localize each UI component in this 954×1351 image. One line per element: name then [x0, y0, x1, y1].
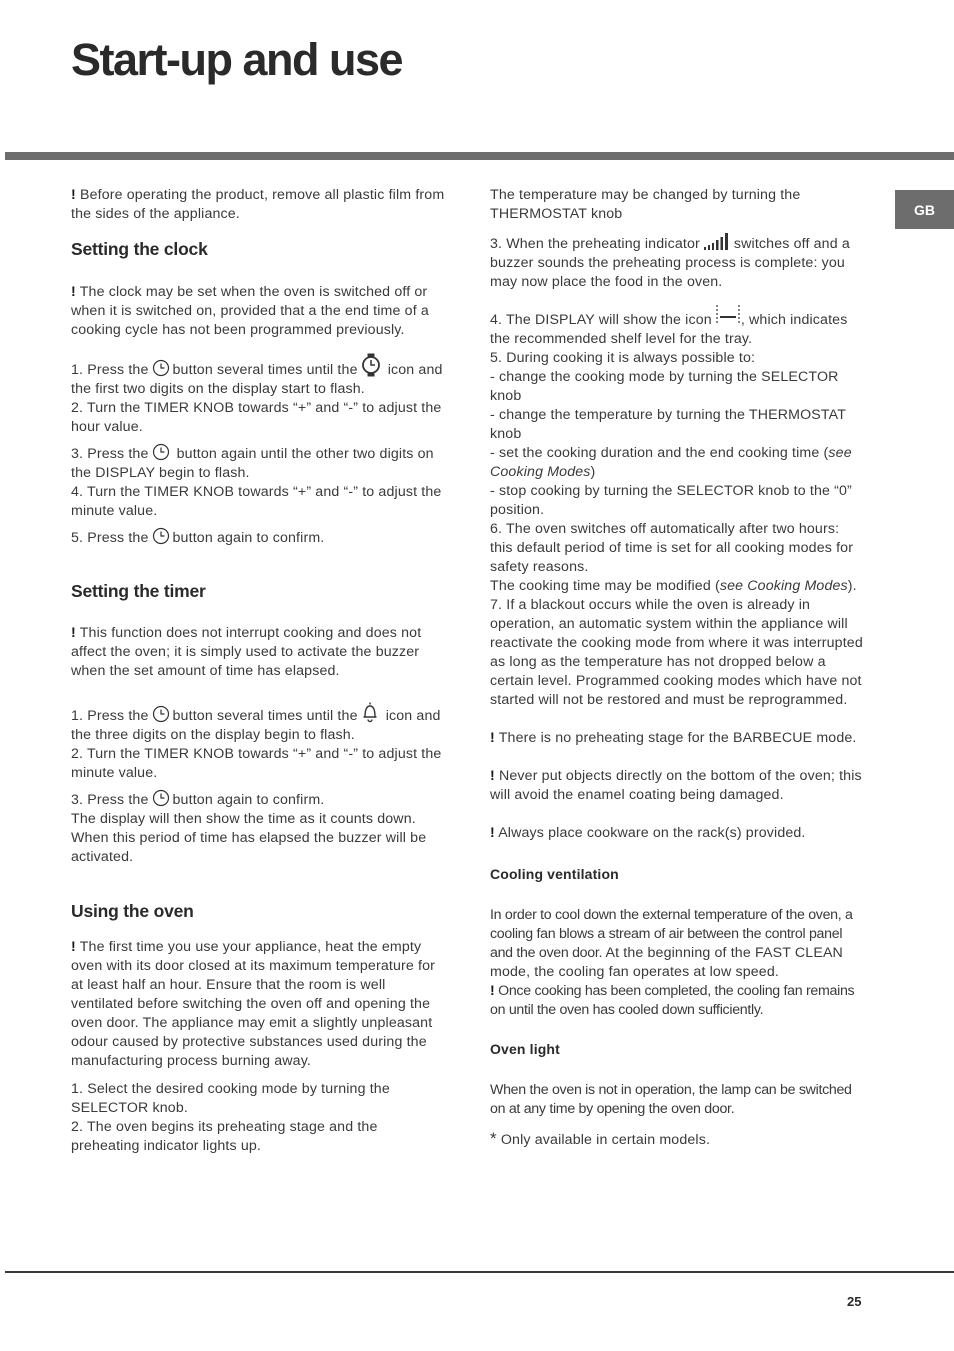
temperature-note: The temperature may be changed by turning the THERMOSTAT knob [490, 187, 801, 222]
clock-step-3: 3. Press the button again until the other two digits on the DISPLAY begin to flash. [71, 443, 447, 483]
clock-note: ! The clock may be set when the oven is switched off or when it is switched on, provided that a the end time of a cooking cycle has not been programmed previously. [71, 284, 429, 338]
clock-step-1: 1. Press the button several times until the icon and the first two digits on the display start to flash. [71, 353, 447, 399]
heading-cooling-ventilation: Cooling ventilation [490, 866, 619, 882]
cookware-note: ! Always place cookware on the rack(s) provided. [490, 825, 806, 841]
timer-button-icon [152, 443, 170, 461]
oven-note: ! The first time you use your appliance, heat the empty oven with its door closed at its maximum temperature for at least half an hour. Ensure that the room is well ventilated before switching the oven off and opening the oven door. The appliance may emit a slightly unpleasant odour caused by protective substances used during the manufacturing process burning away. [71, 939, 436, 1069]
timer-step-3-detail: The display will then show the time as it counts down. When this period of time has elapsed the buzzer will be activated. [71, 811, 427, 865]
oven-step-4: 4. The DISPLAY will show the icon , which indicates the recommended shelf level for the tray. [490, 303, 865, 349]
preheating-indicator-icon [703, 232, 731, 251]
barbecue-note: ! There is no preheating stage for the BARBECUE mode. [490, 730, 857, 746]
heading-setting-clock: Setting the clock [71, 239, 208, 259]
clock-step-4: 4. Turn the TIMER KNOB towards “+” and “-” to adjust the minute value. [71, 484, 442, 519]
oven-step-1: 1. Select the desired cooking mode by turning the SELECTOR knob. [71, 1081, 390, 1116]
timer-button-icon [152, 527, 170, 545]
warning-mark: ! [71, 939, 76, 955]
language-tab: GB [895, 190, 954, 229]
page-number: 25 [847, 1294, 862, 1309]
cooling-text: In order to cool down the external temperature of the oven, a cooling fan blows a stream of air between the control panel and the oven door. At the beginning of the FAST CLEAN mode, the cooling fan operates at low speed. [490, 907, 853, 980]
oven-step-3: 3. When the preheating indicator switches off and a buzzer sounds the preheating process is complete: you may now place the food in the oven. [490, 232, 865, 292]
footnote: * Only available in certain models. [490, 1129, 711, 1148]
warning-mark: ! [490, 730, 495, 746]
footer-divider [5, 1271, 954, 1273]
timer-step-2: 2. Turn the TIMER KNOB towards “+” and “-” to adjust the minute value. [71, 746, 442, 781]
warning-mark: ! [71, 284, 76, 300]
left-column [71, 186, 447, 1156]
right-column [490, 186, 865, 1150]
oven-bottom-note: ! Never put objects directly on the bottom of the oven; this will avoid the enamel coating being damaged. [490, 768, 862, 803]
warning-mark: ! [490, 983, 495, 999]
oven-step-6: 6. The oven switches off automatically after two hours: this default period of time is set for all cooking modes for safety reasons. [490, 521, 854, 575]
timer-button-icon [152, 359, 170, 377]
oven-step-5: 5. During cooking it is always possible to: [490, 350, 756, 366]
timer-note: ! This function does not interrupt cooking and does not affect the oven; it is simply used to activate the buzzer when the set amount of time has elapsed. [71, 625, 422, 679]
page-title: Start-up and use [71, 34, 403, 85]
heading-setting-timer: Setting the timer [71, 581, 206, 601]
step-5-option-temperature: - change the temperature by turning the THERMOSTAT knob [490, 407, 846, 442]
header-divider [5, 152, 954, 160]
step-5-option-duration: - set the cooking duration and the end cooking time (see Cooking Modes) [490, 445, 852, 480]
heading-using-oven: Using the oven [71, 901, 194, 921]
step-5-option-mode: - change the cooking mode by turning the SELECTOR knob [490, 369, 839, 404]
warning-mark: ! [490, 768, 495, 784]
warning-mark: ! [490, 825, 495, 841]
timer-button-icon [152, 705, 170, 723]
oven-light-text: When the oven is not in operation, the lamp can be switched on at any time by opening the oven door. [490, 1082, 852, 1117]
step-5-option-stop: - stop cooking by turning the SELECTOR knob to the “0” position. [490, 483, 852, 518]
cooling-note: ! Once cooking has been completed, the cooling fan remains on until the oven has cooled down sufficiently. [490, 983, 855, 1018]
timer-button-icon [152, 789, 170, 807]
bell-icon [361, 701, 379, 723]
clock-step-2: 2. Turn the TIMER KNOB towards “+” and “-” to adjust the hour value. [71, 400, 442, 435]
cooking-time-note: The cooking time may be modified (see Cooking Modes). [490, 578, 857, 594]
clock-watch-icon [361, 353, 381, 377]
shelf-level-icon [715, 303, 741, 327]
oven-step-2: 2. The oven begins its preheating stage and the preheating indicator lights up. [71, 1119, 378, 1154]
footnote-asterisk: * [490, 1129, 497, 1148]
clock-step-5: 5. Press the button again to confirm. [71, 527, 447, 548]
heading-oven-light: Oven light [490, 1041, 560, 1057]
warning-mark: ! [71, 625, 76, 641]
oven-step-7: 7. If a blackout occurs while the oven is already in operation, an automatic system within the appliance will reactivate the cooking mode from where it was interrupted as long as the temperature has not dropped below a certain level. Programmed cooking modes which have not started will not be restored and must be reprogrammed. [490, 597, 863, 708]
timer-step-3: 3. Press the button again to confirm. [71, 789, 447, 810]
warning-mark: ! [71, 187, 76, 203]
intro-warning: ! Before operating the product, remove all plastic film from the sides of the appliance. [71, 187, 445, 222]
timer-step-1: 1. Press the button several times until the icon and the three digits on the display begin to flash. [71, 701, 447, 745]
